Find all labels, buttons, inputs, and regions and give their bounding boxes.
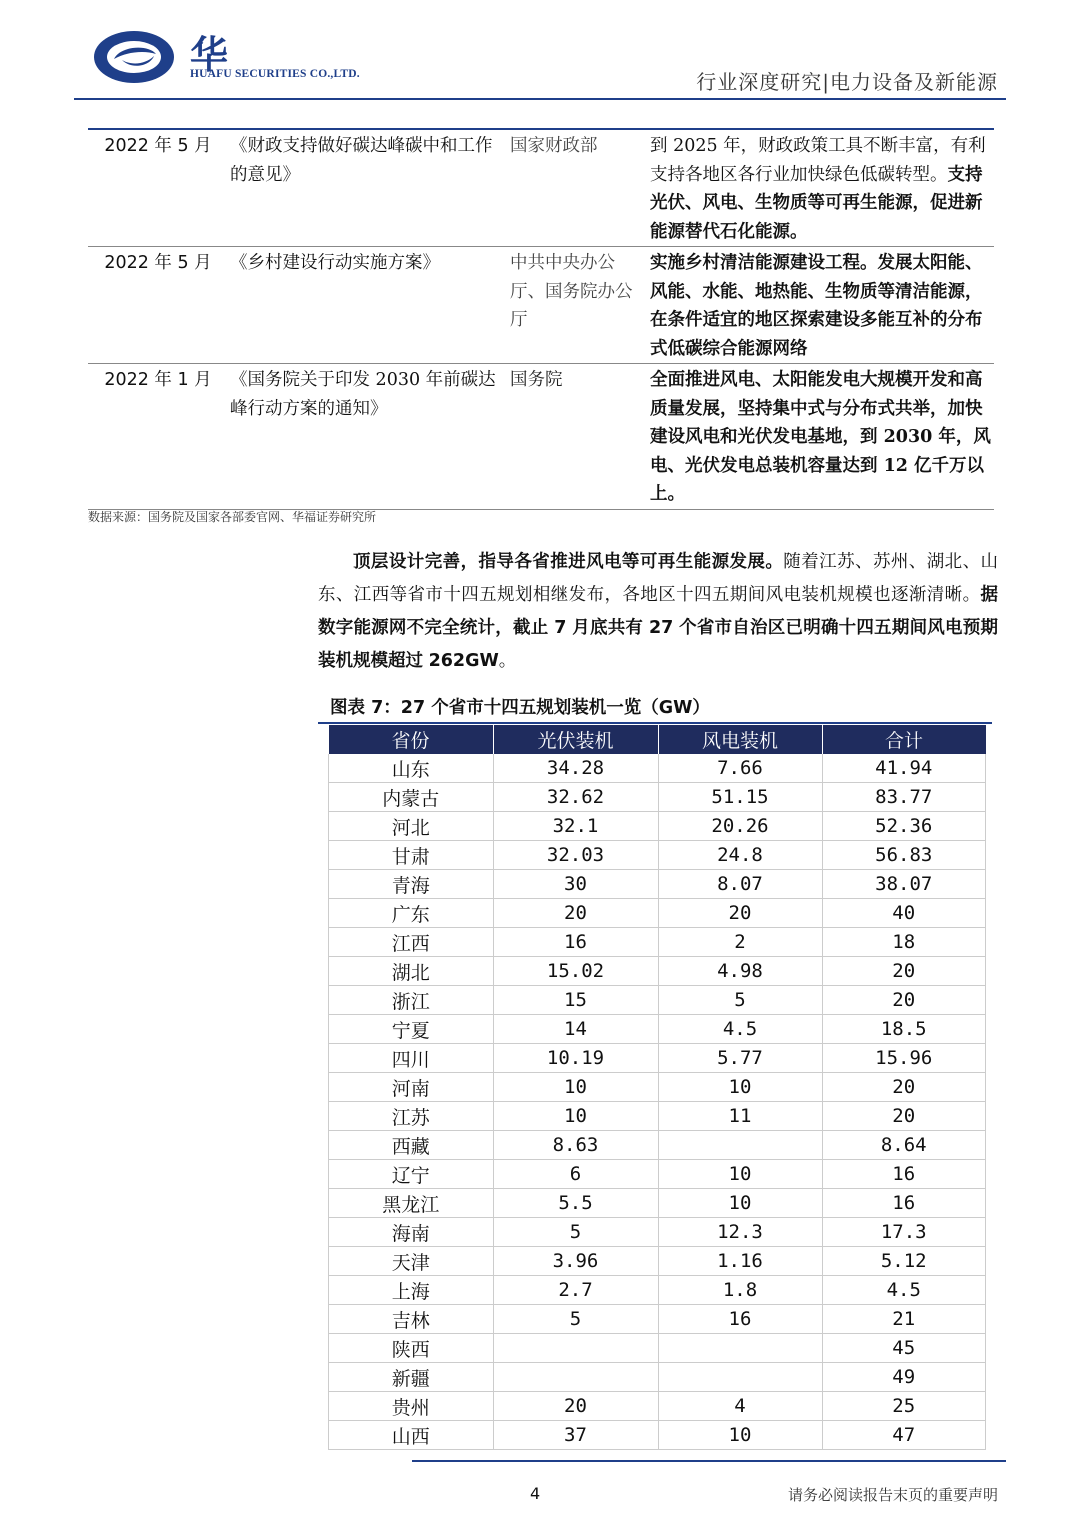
total-cell: 20 [822, 1073, 986, 1102]
table-row [329, 1305, 986, 1334]
table-row [329, 1421, 986, 1450]
province-cell: 宁夏 [329, 1015, 494, 1044]
solar-cell: 10 [493, 1102, 658, 1131]
figure-divider [318, 722, 992, 724]
total-cell: 25 [822, 1392, 986, 1421]
table-row [329, 783, 986, 812]
province-cell: 河南 [329, 1073, 494, 1102]
table-row [88, 129, 994, 247]
policy-desc-plain: 到 2025 年，财政政策工具不断丰富，有利支持各地区各行业加快绿色低碳转型。 [650, 136, 986, 185]
logo-english-text: HUAFU SECURITIES CO.,LTD. [190, 68, 360, 80]
wind-cell [658, 1363, 822, 1392]
total-cell: 4.5 [822, 1276, 986, 1305]
paragraph-text: 据数字能源网不完全统计，截止 [318, 585, 998, 638]
table-row [329, 1189, 986, 1218]
table-body [329, 754, 986, 1450]
solar-cell: 2.7 [493, 1276, 658, 1305]
policy-desc-bold: 支持光伏、风电、生物质等可再生能源，促进新能源替代石化能源。 [650, 164, 983, 242]
table-row [329, 754, 986, 783]
province-cell: 陕西 [329, 1334, 494, 1363]
province-cell: 吉林 [329, 1305, 494, 1334]
figure-title [330, 694, 710, 719]
table-row [329, 986, 986, 1015]
province-cell: 浙江 [329, 986, 494, 1015]
table-row [329, 1044, 986, 1073]
solar-cell: 15 [493, 986, 658, 1015]
wind-cell: 4.5 [658, 1015, 822, 1044]
policy-table [88, 128, 994, 510]
solar-cell: 5 [493, 1218, 658, 1247]
total-cell: 49 [822, 1363, 986, 1392]
solar-cell: 30 [493, 870, 658, 899]
province-cell: 江西 [329, 928, 494, 957]
solar-cell: 32.1 [493, 812, 658, 841]
paragraph-count: 27 [648, 618, 674, 638]
wind-cell: 20.26 [658, 812, 822, 841]
wind-cell: 12.3 [658, 1218, 822, 1247]
solar-cell [493, 1334, 658, 1363]
header-divider [74, 98, 1006, 100]
col-header-province: 省份 [329, 725, 494, 754]
wind-cell: 5.77 [658, 1044, 822, 1073]
solar-cell: 10.19 [493, 1044, 658, 1073]
wind-cell: 51.15 [658, 783, 822, 812]
table-row [329, 841, 986, 870]
solar-cell: 5 [493, 1305, 658, 1334]
total-cell: 20 [822, 1102, 986, 1131]
province-cell: 河北 [329, 812, 494, 841]
paragraph-lead: 顶层设计完善，指导各省推进风电等可再生能源发展。 [353, 552, 784, 572]
total-cell: 38.07 [822, 870, 986, 899]
policy-org: 中共中央办公厅、国务院办公厅 [510, 253, 633, 330]
total-cell: 83.77 [822, 783, 986, 812]
figure-unit: GW [658, 698, 693, 718]
figure-text: 个省市十四五规划装机一览（ [431, 698, 659, 718]
paragraph-text: 个省市自治区已明确十四五期间风电预期装机规模超过 [318, 618, 998, 671]
table-row [329, 870, 986, 899]
solar-cell: 37 [493, 1421, 658, 1450]
total-cell: 21 [822, 1305, 986, 1334]
wind-cell [658, 1334, 822, 1363]
province-cell: 黑龙江 [329, 1189, 494, 1218]
wind-cell: 10 [658, 1160, 822, 1189]
solar-cell: 8.63 [493, 1131, 658, 1160]
col-header-solar: 光伏装机 [493, 725, 658, 754]
province-cell: 海南 [329, 1218, 494, 1247]
table-row [329, 928, 986, 957]
wind-cell: 4.98 [658, 957, 822, 986]
table-row [329, 1392, 986, 1421]
province-cell: 湖北 [329, 957, 494, 986]
table-row [329, 812, 986, 841]
solar-cell: 10 [493, 1073, 658, 1102]
paragraph-text: 。 [498, 651, 517, 671]
wind-cell: 10 [658, 1421, 822, 1450]
solar-cell: 20 [493, 1392, 658, 1421]
policy-date: 2022 年 5 月 [104, 253, 212, 273]
policy-title: 《国务院关于印发 2030 年前碳达峰行动方案的通知》 [230, 370, 496, 419]
solar-cell: 34.28 [493, 754, 658, 783]
province-cell: 青海 [329, 870, 494, 899]
solar-cell: 14 [493, 1015, 658, 1044]
province-cell: 广东 [329, 899, 494, 928]
total-cell: 40 [822, 899, 986, 928]
total-cell: 45 [822, 1334, 986, 1363]
logo-chinese-text: 华 [190, 33, 229, 77]
wind-cell: 1.16 [658, 1247, 822, 1276]
figure-end: ） [692, 698, 710, 718]
total-cell: 18 [822, 928, 986, 957]
wind-cell [658, 1131, 822, 1160]
policy-date: 2022 年 1 月 [104, 370, 212, 390]
report-type: 行业深度研究|电力设备及新能源 [696, 70, 998, 94]
paragraph-text: 随着江苏、苏州、湖北、山东、江西等省市十四五规划相继发布，各地区十四五期间风电装机规模也逐渐清晰。 [318, 552, 999, 605]
paragraph-total: 262GW [428, 651, 499, 671]
solar-cell: 32.03 [493, 841, 658, 870]
policy-date: 2022 年 5 月 [104, 136, 212, 156]
total-cell: 8.64 [822, 1131, 986, 1160]
solar-cell: 3.96 [493, 1247, 658, 1276]
province-cell: 辽宁 [329, 1160, 494, 1189]
wind-cell: 4 [658, 1392, 822, 1421]
province-cell: 上海 [329, 1276, 494, 1305]
wind-cell: 24.8 [658, 841, 822, 870]
paragraph-text: 月底共有 [572, 618, 644, 638]
policy-desc-bold: 全面推进风电、太阳能发电大规模开发和高质量发展，坚持集中式与分布式共举，加快建设风电和光伏发电基地，到 2030 年，风电、光伏发电总装机容量达到 12 亿千万以上。 [650, 370, 991, 504]
total-cell: 52.36 [822, 812, 986, 841]
table-row [329, 1334, 986, 1363]
table-row [329, 1015, 986, 1044]
capacity-table [328, 725, 986, 1450]
table-row [329, 1102, 986, 1131]
disclaimer-note: 请务必阅读报告末页的重要声明 [787, 1486, 998, 1504]
total-cell: 17.3 [822, 1218, 986, 1247]
solar-cell: 20 [493, 899, 658, 928]
wind-cell: 20 [658, 899, 822, 928]
company-logo [92, 26, 372, 90]
policy-desc [646, 129, 994, 247]
wind-cell: 10 [658, 1189, 822, 1218]
province-cell: 山西 [329, 1421, 494, 1450]
province-cell: 新疆 [329, 1363, 494, 1392]
figure-number: 7：27 [371, 698, 426, 718]
policy-title: 《乡村建设行动实施方案》 [230, 253, 440, 273]
table-row [329, 1073, 986, 1102]
total-cell: 18.5 [822, 1015, 986, 1044]
footer-divider [412, 1460, 1006, 1462]
table-row [88, 364, 994, 510]
policy-title: 《财政支持做好碳达峰碳中和工作的意见》 [230, 136, 493, 185]
province-cell: 江苏 [329, 1102, 494, 1131]
page-number: 4 [530, 1484, 541, 1503]
total-cell: 41.94 [822, 754, 986, 783]
solar-cell: 16 [493, 928, 658, 957]
solar-cell: 15.02 [493, 957, 658, 986]
figure-label: 图表 [330, 698, 365, 718]
body-paragraph [318, 546, 998, 678]
wind-cell: 10 [658, 1073, 822, 1102]
wind-cell: 5 [658, 986, 822, 1015]
total-cell: 15.96 [822, 1044, 986, 1073]
wind-cell: 16 [658, 1305, 822, 1334]
wind-cell: 2 [658, 928, 822, 957]
province-cell: 内蒙古 [329, 783, 494, 812]
table-row [88, 247, 994, 364]
wind-cell: 8.07 [658, 870, 822, 899]
table-row [329, 899, 986, 928]
solar-cell: 5.5 [493, 1189, 658, 1218]
province-cell: 山东 [329, 754, 494, 783]
wind-cell: 11 [658, 1102, 822, 1131]
province-cell: 四川 [329, 1044, 494, 1073]
wind-cell: 7.66 [658, 754, 822, 783]
table-header-row [329, 725, 986, 754]
policy-desc-bold: 实施乡村清洁能源建设工程。发展太阳能、风能、水能、地热能、生物质等清洁能源，在条件适宜的地区探索建设多能互补的分布式低碳综合能源网络 [650, 253, 983, 359]
total-cell: 56.83 [822, 841, 986, 870]
col-header-total: 合计 [822, 725, 986, 754]
total-cell: 5.12 [822, 1247, 986, 1276]
province-cell: 西藏 [329, 1131, 494, 1160]
province-cell: 贵州 [329, 1392, 494, 1421]
table-row [329, 1218, 986, 1247]
total-cell: 47 [822, 1421, 986, 1450]
huafu-logo-icon [92, 26, 184, 88]
solar-cell: 6 [493, 1160, 658, 1189]
table-row [329, 1276, 986, 1305]
table-row [329, 1160, 986, 1189]
total-cell: 16 [822, 1160, 986, 1189]
total-cell: 20 [822, 957, 986, 986]
province-cell: 甘肃 [329, 841, 494, 870]
col-header-wind: 风电装机 [658, 725, 822, 754]
data-source-note: 数据来源：国务院及国家各部委官网、华福证券研究所 [88, 510, 377, 524]
total-cell: 20 [822, 986, 986, 1015]
solar-cell [493, 1363, 658, 1392]
policy-org: 国务院 [510, 370, 563, 390]
policy-org: 国家财政部 [510, 136, 598, 156]
province-cell: 天津 [329, 1247, 494, 1276]
wind-cell: 1.8 [658, 1276, 822, 1305]
policy-desc [646, 247, 994, 364]
table-row [329, 1363, 986, 1392]
paragraph-month: 7 [554, 618, 567, 638]
table-row [329, 957, 986, 986]
table-row [329, 1247, 986, 1276]
policy-desc [646, 364, 994, 510]
solar-cell: 32.62 [493, 783, 658, 812]
total-cell: 16 [822, 1189, 986, 1218]
table-row [329, 1131, 986, 1160]
